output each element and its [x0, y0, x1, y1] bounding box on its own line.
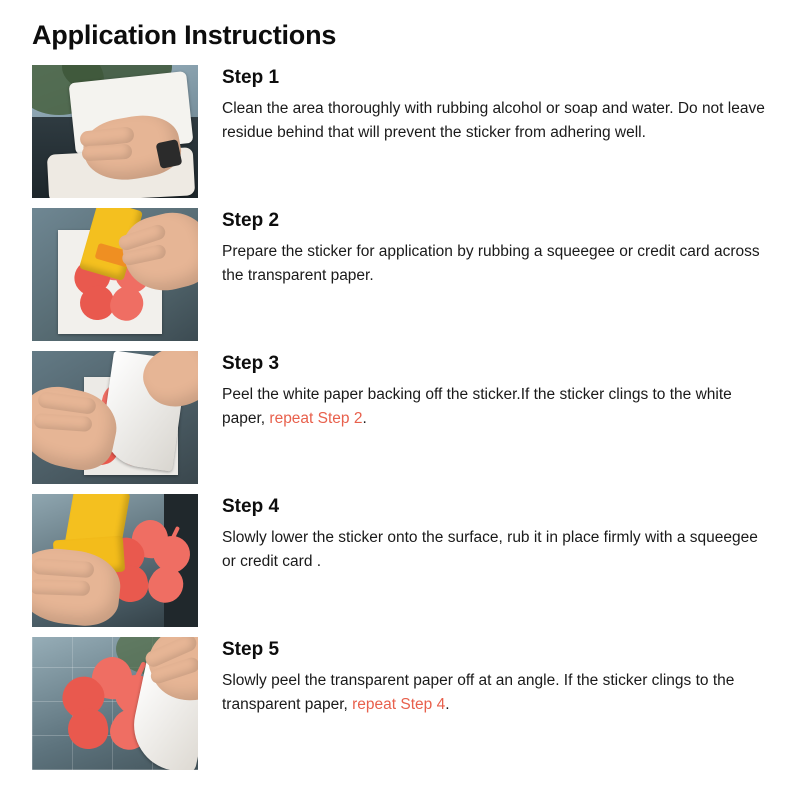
step-body-main: Peel the white paper backing off the sticker.If the sticker clings to the white paper, [222, 386, 732, 427]
step-2-text [198, 208, 770, 287]
step-body-tail: . [362, 409, 367, 427]
step-1-image [32, 65, 198, 198]
step-body-main: Clean the area thoroughly with rubbing alcohol or soap and water. Do not leave residue behind that will prevent the sticker from adhering well. [222, 100, 765, 141]
list-item [32, 65, 770, 198]
step-body-main: Prepare the sticker for application by rubbing a squeegee or credit card across the transparent paper. [222, 243, 760, 284]
step-body [222, 97, 767, 144]
step-body [222, 669, 767, 716]
step-body-highlight: repeat Step 2 [269, 409, 363, 427]
step-3-text [198, 351, 770, 430]
step-body [222, 383, 767, 430]
page-title: Application Instructions [32, 20, 337, 50]
finger [32, 579, 90, 596]
step-4-text [198, 494, 770, 573]
step-4-image [32, 494, 198, 627]
step-heading: Step 1 [222, 67, 280, 88]
step-body [222, 526, 767, 573]
list-item [32, 351, 770, 484]
step-body [222, 240, 767, 287]
step-5-text [198, 637, 770, 716]
list-item [32, 637, 770, 770]
step-5-image [32, 637, 198, 770]
step-1-text [198, 65, 770, 144]
step-heading: Step 3 [222, 353, 280, 374]
steps-list [32, 65, 770, 780]
step-heading: Step 4 [222, 496, 280, 517]
step-body-main: Slowly peel the transparent paper off at an angle. If the sticker clings to the transparent paper, [222, 672, 735, 713]
list-item [32, 494, 770, 627]
step-body-main: Slowly lower the sticker onto the surface, rub it in place firmly with a squeegee or credit card . [222, 529, 758, 570]
step-body-highlight: repeat Step 4 [352, 695, 446, 713]
step-body-tail: . [445, 695, 450, 713]
finger [82, 144, 133, 162]
step-heading: Step 5 [222, 639, 280, 660]
step-2-image [32, 208, 198, 341]
step-3-image [32, 351, 198, 484]
list-item [32, 208, 770, 341]
step-heading: Step 2 [222, 210, 280, 231]
